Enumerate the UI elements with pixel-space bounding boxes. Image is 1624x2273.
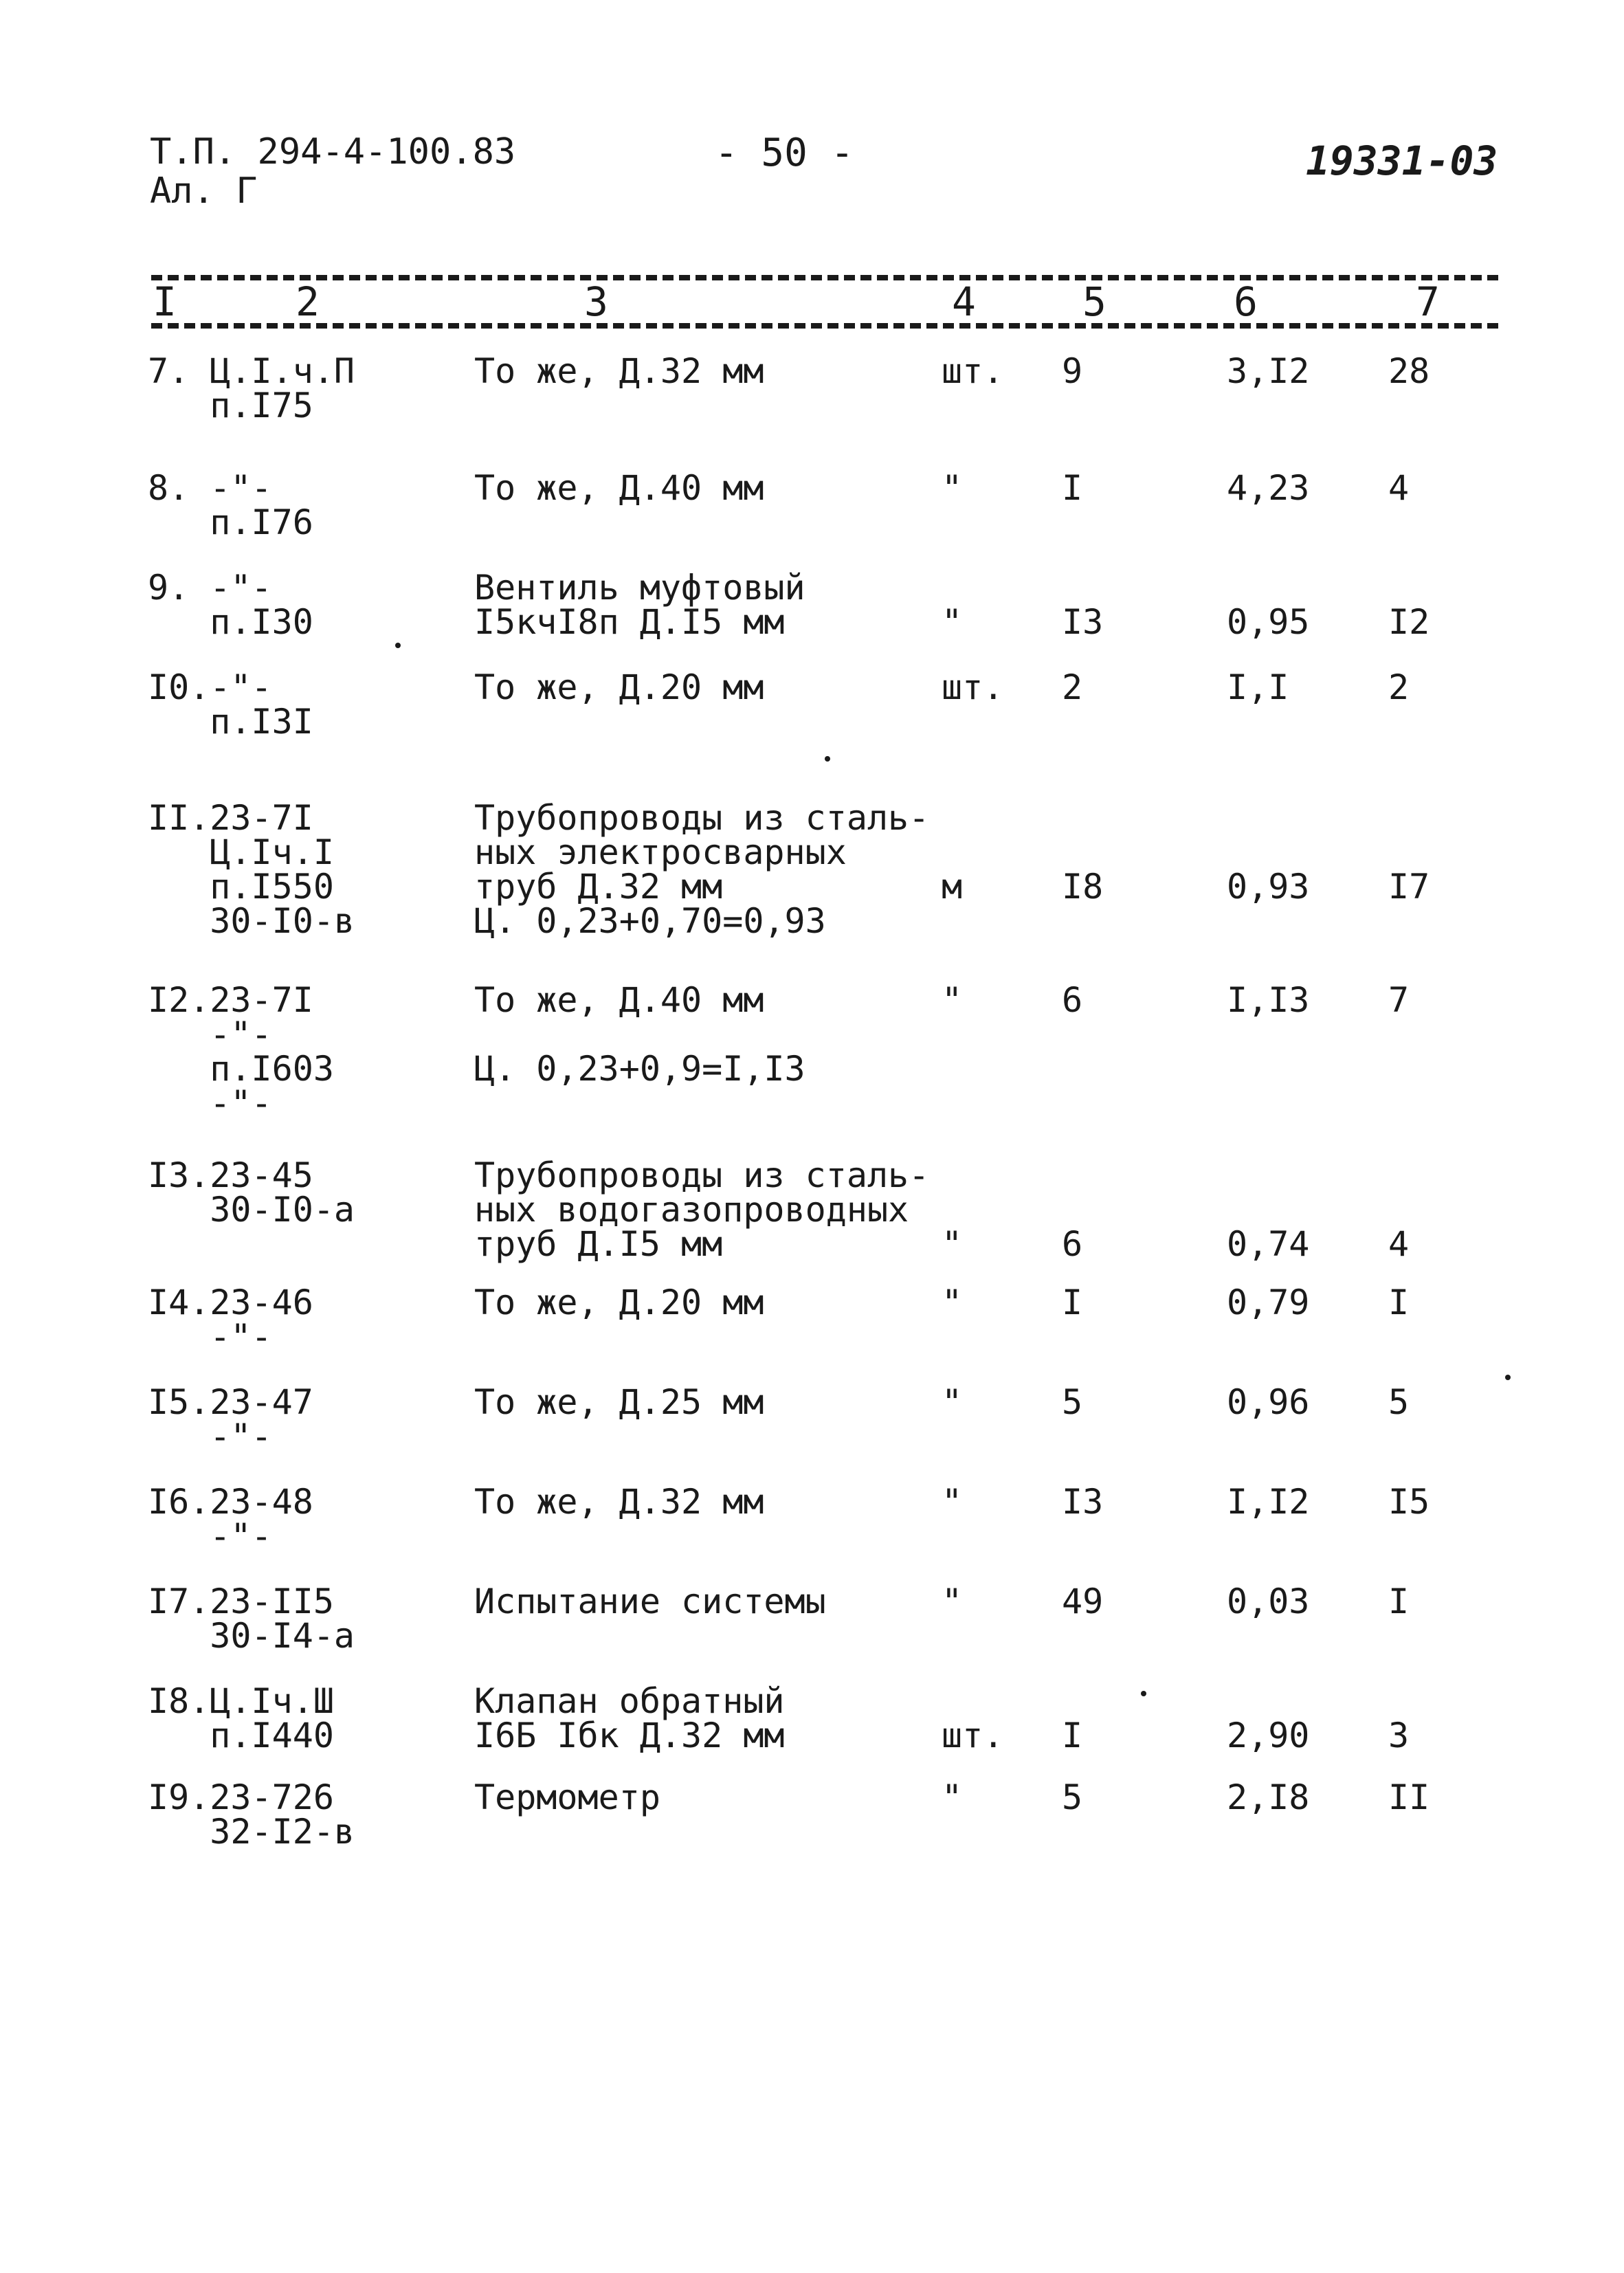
table-cell-c4: шт. xyxy=(942,1716,1004,1755)
table-cell-c6: 3,I2 xyxy=(1227,351,1310,391)
table-cell-c3: То же, Д.20 мм xyxy=(474,1283,764,1322)
table-cell-c1: I6.23-48 -"- xyxy=(148,1482,313,1556)
table-cell-c3: То же, Д.32 мм xyxy=(474,351,764,391)
table-cell-c5: I xyxy=(1062,1716,1083,1755)
table-cell-c4: " xyxy=(942,1283,963,1322)
table-cell-c1: 7. Ц.I.ч.П п.I75 xyxy=(148,351,355,425)
table-cell-c6: 2,90 xyxy=(1227,1716,1310,1755)
table-cell-c4: " xyxy=(942,468,963,508)
table-cell-c7: 7 xyxy=(1388,980,1410,1020)
table-cell-c1: 8. -"- п.I76 xyxy=(148,468,313,542)
table-cell-c5: 9 xyxy=(1062,351,1083,391)
table-cell-c4: " xyxy=(942,1382,963,1422)
table-cell-c6: 0,03 xyxy=(1227,1582,1310,1621)
table-cell-c6: 2,I8 xyxy=(1227,1777,1310,1817)
table-cell-c3: Испытание системы xyxy=(474,1582,826,1621)
table-cell-c1: I2.23-7I -"- п.I603 -"- xyxy=(148,980,334,1123)
table-cell-c7: I2 xyxy=(1388,602,1430,642)
table-cell-c4: " xyxy=(942,1582,963,1621)
column-number-3: 3 xyxy=(584,278,608,325)
doc-code: Т.П. 294-4-100.83 xyxy=(150,131,516,173)
column-number-2: 2 xyxy=(296,278,320,325)
column-number-1: I xyxy=(153,278,177,325)
header-rule-top xyxy=(151,275,1498,280)
table-cell-c5: I3 xyxy=(1062,602,1104,642)
header-rule-bottom xyxy=(151,323,1498,329)
table-cell-c7: 5 xyxy=(1388,1382,1410,1422)
table-cell-c4: " xyxy=(942,1777,963,1817)
table-cell-c4: шт. xyxy=(942,351,1004,391)
table-cell-c1: II.23-7I Ц.Iч.I п.I550 30-I0-в xyxy=(148,798,355,941)
table-cell-c3: Трубопроводы из сталь- ных водогазопроводных труб Д.I5 мм xyxy=(474,1155,930,1264)
table-cell-c6: 0,74 xyxy=(1227,1224,1310,1264)
table-cell-c4: м xyxy=(942,867,963,907)
table-cell-c7: II xyxy=(1388,1777,1430,1817)
table-cell-c4: " xyxy=(942,1224,963,1264)
table-cell-c6: 0,79 xyxy=(1227,1283,1310,1322)
column-number-6: 6 xyxy=(1234,278,1258,325)
table-cell-c3: То же, Д.32 мм xyxy=(474,1482,764,1522)
table-cell-c1: I4.23-46 -"- xyxy=(148,1283,313,1357)
table-cell-c7: I7 xyxy=(1388,867,1430,907)
table-cell-c3: То же, Д.20 мм xyxy=(474,667,764,707)
table-cell-c6: 4,23 xyxy=(1227,468,1310,508)
table-cell-c1: I3.23-45 30-I0-а xyxy=(148,1155,355,1230)
table-cell-c3: Вентиль муфтовый I5кчI8п Д.I5 мм xyxy=(474,568,805,642)
table-cell-c6: I,I3 xyxy=(1227,980,1310,1020)
scan-speck xyxy=(1141,1691,1146,1696)
table-cell-c5: 6 xyxy=(1062,980,1083,1020)
table-cell-c4: " xyxy=(942,602,963,642)
table-cell-c1: I0.-"- п.I3I xyxy=(148,667,313,742)
table-cell-c7: 2 xyxy=(1388,667,1410,707)
table-cell-c5: I8 xyxy=(1062,867,1104,907)
table-cell-c3: Клапан обратный I6Б Iбк Д.32 мм xyxy=(474,1681,785,1755)
table-cell-c6: 0,95 xyxy=(1227,602,1310,642)
table-cell-c3: То же, Д.40 мм xyxy=(474,468,764,508)
table-cell-c4: " xyxy=(942,1482,963,1522)
page-number: - 50 - xyxy=(715,131,854,175)
table-cell-c3: Трубопроводы из сталь- ных электросварных труб Д.32 мм Ц. 0,23+0,70=0,93 xyxy=(474,798,930,941)
doc-code-sheet: Ал. Г xyxy=(150,170,258,212)
table-cell-c7: I xyxy=(1388,1582,1410,1621)
table-cell-c4: " xyxy=(942,980,963,1020)
scan-speck xyxy=(395,643,401,648)
table-cell-c1: I8.Ц.Iч.Ш п.I440 xyxy=(148,1681,334,1755)
table-cell-c6: 0,93 xyxy=(1227,867,1310,907)
table-cell-c6: I,I xyxy=(1227,667,1289,707)
table-cell-c5: 2 xyxy=(1062,667,1083,707)
table-cell-c7: 4 xyxy=(1388,1224,1410,1264)
column-number-7: 7 xyxy=(1416,278,1440,325)
table-cell-c5: 49 xyxy=(1062,1582,1104,1621)
table-cell-c1: 9. -"- п.I30 xyxy=(148,568,313,642)
table-cell-c6: I,I2 xyxy=(1227,1482,1310,1522)
table-cell-c3: Термометр xyxy=(474,1777,660,1817)
table-cell-c6: 0,96 xyxy=(1227,1382,1310,1422)
table-cell-c5: 6 xyxy=(1062,1224,1083,1264)
table-cell-c5: 5 xyxy=(1062,1382,1083,1422)
scan-speck xyxy=(825,756,830,762)
table-cell-c5: 5 xyxy=(1062,1777,1083,1817)
table-cell-c5: I xyxy=(1062,468,1083,508)
table-cell-c3: То же, Д.25 мм xyxy=(474,1382,764,1422)
table-cell-c1: I5.23-47 -"- xyxy=(148,1382,313,1456)
scan-speck xyxy=(1505,1375,1511,1380)
table-cell-c1: I7.23-II5 30-I4-а xyxy=(148,1582,355,1656)
column-number-4: 4 xyxy=(952,278,976,325)
table-cell-c3: То же, Д.40 мм Ц. 0,23+0,9=I,I3 xyxy=(474,980,805,1089)
table-cell-c5: I3 xyxy=(1062,1482,1104,1522)
table-cell-c7: I xyxy=(1388,1283,1410,1322)
table-cell-c4: шт. xyxy=(942,667,1004,707)
table-cell-c7: 4 xyxy=(1388,468,1410,508)
table-cell-c7: 3 xyxy=(1388,1716,1410,1755)
column-number-5: 5 xyxy=(1082,278,1106,325)
table-cell-c5: I xyxy=(1062,1283,1083,1322)
doc-number: 19331-03 xyxy=(1306,137,1498,184)
table-cell-c7: I5 xyxy=(1388,1482,1430,1522)
table-cell-c1: I9.23-726 32-I2-в xyxy=(148,1777,355,1852)
table-cell-c7: 28 xyxy=(1388,351,1430,391)
